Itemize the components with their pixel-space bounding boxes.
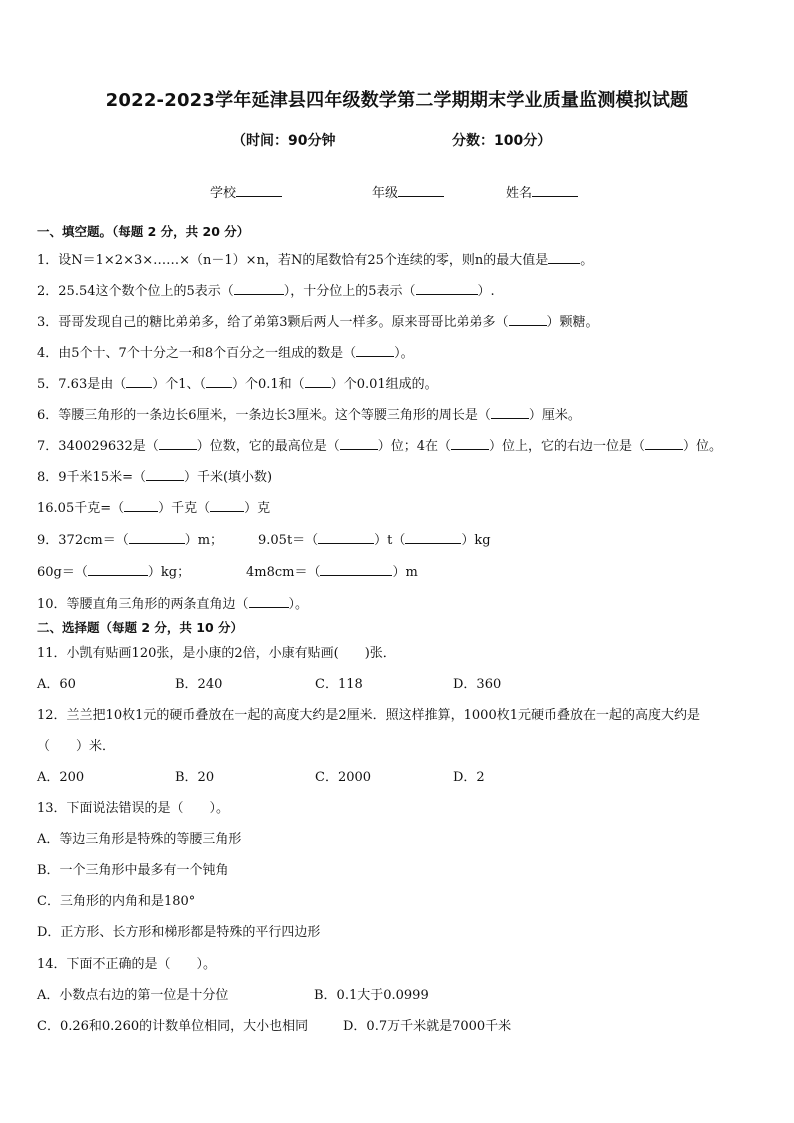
option-a[interactable]: A．小数点右边的第一位是十分位 [37, 988, 229, 1003]
answer-blank[interactable] [126, 375, 152, 388]
option-d[interactable]: D．0.7万千米就是7000千米 [343, 1019, 512, 1034]
answer-blank[interactable] [206, 375, 232, 388]
option-b[interactable]: B．一个三角形中最多有一个钝角 [37, 863, 229, 878]
grade-field: 年级 [372, 182, 444, 201]
option-c[interactable]: C．0.26和0.260的计数单位相同，大小也相同 [37, 1019, 309, 1034]
option-b[interactable]: B．20 [175, 770, 215, 785]
answer-blank[interactable] [318, 531, 374, 544]
question-7: 7．340029632是（ ）位数，它的最高位是（ ）位；4在（ ）位上，它的右边一位是（ ）位。 [37, 439, 723, 454]
option-c[interactable]: C．三角形的内角和是180° [37, 894, 196, 909]
option-c[interactable]: C．2000 [315, 770, 372, 785]
answer-blank[interactable] [124, 499, 158, 512]
question-9-part-c: 60g＝（ ）kg； [37, 565, 191, 580]
question-9: 9．372cm＝（ ）m； [37, 533, 224, 548]
section-heading-fill-in: 一、填空题。（每题 2 分，共 20 分） [37, 224, 250, 239]
option-a[interactable]: A．200 [37, 770, 85, 785]
question-2: 2．25.54这个数个位上的5表示（ ），十分位上的5表示（ ）. [37, 284, 495, 299]
school-blank[interactable] [236, 184, 282, 197]
option-b[interactable]: B．240 [175, 677, 223, 692]
question-8: 8．9千米15米=（ ）千米(填小数) [37, 470, 273, 485]
question-3: 3．哥哥发现自己的糖比弟弟多，给了弟第3颗后两人一样多。原来哥哥比弟弟多（ ）颗糖。 [37, 315, 599, 330]
answer-blank[interactable] [210, 499, 244, 512]
question-9-part-d: 4m8cm＝（ ）m [246, 565, 418, 580]
time-limit: （时间：90分钟 [232, 133, 336, 149]
answer-blank[interactable] [249, 595, 289, 608]
question-13: 13．下面说法错误的是（ ）。 [37, 801, 230, 816]
option-d[interactable]: D．正方形、长方形和梯形都是特殊的平行四边形 [37, 925, 321, 940]
answer-blank[interactable] [340, 437, 378, 450]
name-field: 姓名 [506, 182, 578, 201]
question-4: 4．由5个十、7个十分之一和8个百分之一组成的数是（ ）。 [37, 346, 414, 361]
question-6: 6．等腰三角形的一条边长6厘米，一条边长3厘米。这个等腰三角形的周长是（ ）厘米。 [37, 408, 581, 423]
section-heading-choice: 二、选择题（每题 2 分，共 10 分） [37, 620, 244, 635]
question-12: 12．兰兰把10枚1元的硬币叠放在一起的高度大约是2厘米．照这样推算，1000枚1元硬币叠放在一起的高度大约是 [37, 708, 700, 723]
option-a[interactable]: A．60 [37, 677, 76, 692]
answer-blank[interactable] [356, 344, 394, 357]
school-field: 学校 [210, 182, 282, 201]
question-9-part-b: 9.05t＝（ ）t（ ）kg [258, 533, 491, 548]
option-a[interactable]: A．等边三角形是特殊的等腰三角形 [37, 832, 242, 847]
name-blank[interactable] [532, 184, 578, 197]
option-c[interactable]: C．118 [315, 677, 363, 692]
grade-blank[interactable] [398, 184, 444, 197]
answer-blank[interactable] [451, 437, 489, 450]
answer-blank[interactable] [88, 563, 148, 576]
question-11: 11．小凯有贴画120张，是小康的2倍，小康有贴画( )张． [37, 646, 396, 661]
answer-blank[interactable] [405, 531, 461, 544]
total-score: 分数：100分） [452, 133, 552, 149]
question-12-continued: （ ）米． [37, 739, 116, 754]
answer-blank[interactable] [234, 282, 284, 295]
answer-blank[interactable] [129, 531, 185, 544]
option-d[interactable]: D．2 [453, 770, 485, 785]
answer-blank[interactable] [146, 468, 184, 481]
answer-blank[interactable] [320, 563, 392, 576]
answer-blank[interactable] [159, 437, 197, 450]
page-title: 2022-2023学年延津县四年级数学第二学期期末学业质量监测模拟试题 [105, 90, 689, 111]
answer-blank[interactable] [548, 251, 580, 264]
answer-blank[interactable] [305, 375, 331, 388]
question-5: 5．7.63是由（ ）个1、（ ）个0.1和（ ）个0.01组成的。 [37, 377, 438, 392]
answer-blank[interactable] [416, 282, 478, 295]
question-10: 10．等腰直角三角形的两条直角边（ ）。 [37, 597, 309, 612]
question-14: 14．下面不正确的是（ ）。 [37, 957, 217, 972]
answer-blank[interactable] [509, 313, 547, 326]
question-8-part-2: 16.05千克=（ ）千克（ ）克 [37, 501, 271, 516]
option-d[interactable]: D．360 [453, 677, 502, 692]
question-1: 1．设N＝1×2×3×……×（n－1）×n，若N的尾数恰有25个连续的零，则n的最大值是 。 [37, 253, 594, 268]
option-b[interactable]: B．0.1大于0.0999 [314, 988, 429, 1003]
answer-blank[interactable] [491, 406, 529, 419]
answer-blank[interactable] [645, 437, 683, 450]
